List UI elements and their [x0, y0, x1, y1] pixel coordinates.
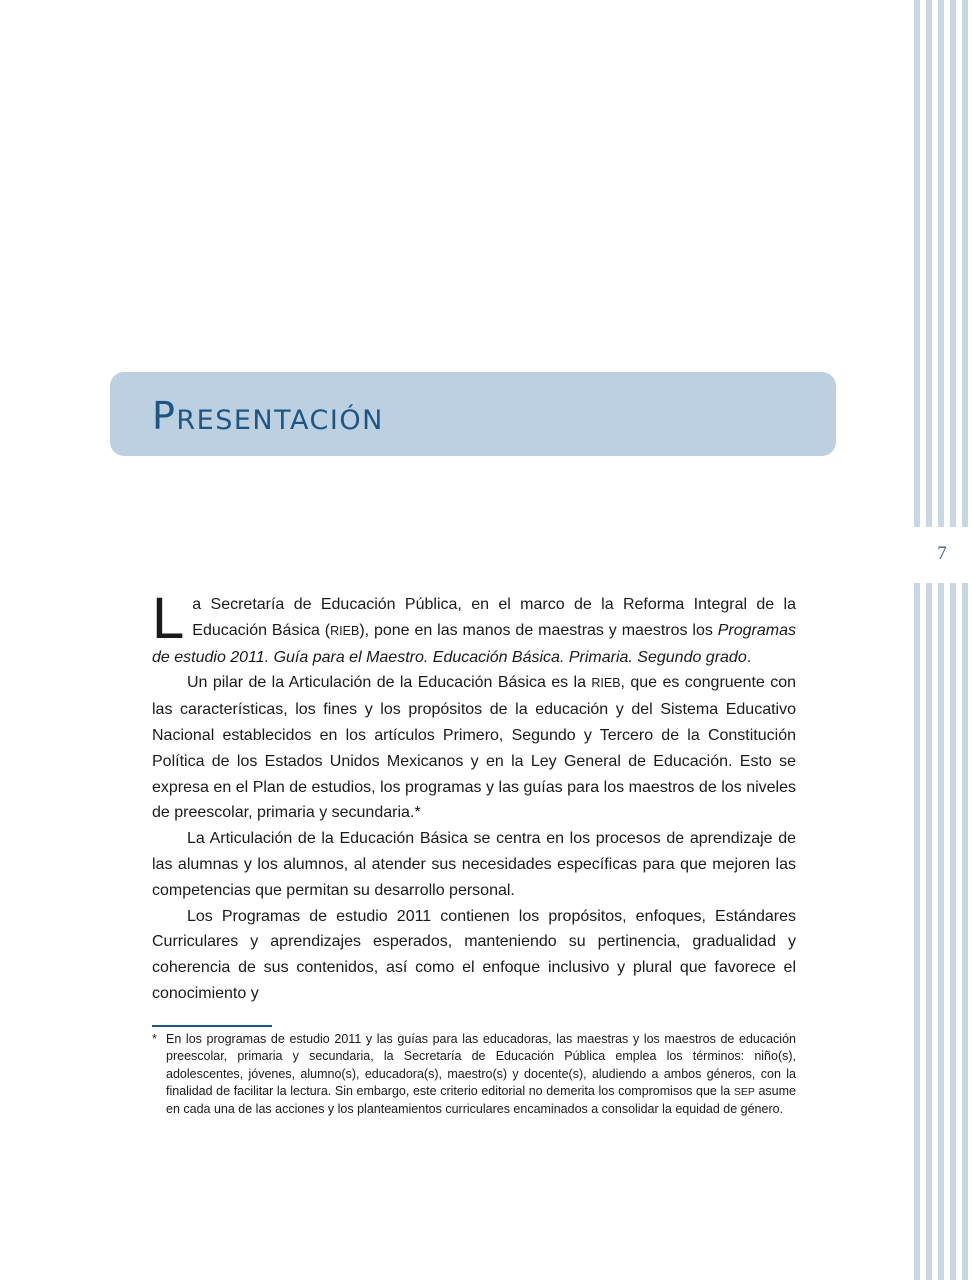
page-title: Presentación	[152, 394, 384, 438]
paragraph: La Secretaría de Educación Pública, en el marco de la Reforma Integral de la Educación Básica (RIEB), pone en las manos de maestras y maestros los Programas de estudio 2011. Guía para el Maestro. Educación Básica. Primaria. Segundo grado.	[152, 586, 796, 666]
paragraph: La Articulación de la Educación Básica se centra en los procesos de aprendizaje de las alumnas y los alumnos, al atender sus necesidades específicas para que mejoren las competencias que permitan su desarrollo personal.	[152, 830, 796, 899]
margin-stripes	[912, 0, 972, 1280]
page-number: 7	[937, 543, 947, 564]
margin-stripe	[950, 0, 956, 1280]
footnote-rule	[152, 1025, 272, 1027]
drop-cap: L	[152, 586, 185, 651]
footnote: * En los programas de estudio 2011 y las guías para las educadoras, las maestras y los maestros de educación preescolar, primaria y secundaria, la Secretaría de Educación Pública emplea los términos: niño(s), adolescentes, jóvenes, alumno(s), educadora(s), maestro(s) y docente(s), aludiendo a ambos géneros, con la finalidad de facilitar la lectura. Sin embargo, este criterio editorial no demerita los compromisos que la SEP asume en cada una de las acciones y los planteamientos curriculares encaminados a consolidar la equidad de género.	[152, 1032, 796, 1117]
abbreviation: RIEB	[330, 623, 360, 638]
paragraph: Un pilar de la Articulación de la Educación Básica es la RIEB, que es congruente con las características, los fines y los propósitos de la educación y del Sistema Educativo Nacional establecidos en los artículos Primero, Segundo y Tercero de la Constitución Política de los Estados Unidos Mexicanos y en la Ley General de Educación. Esto se expresa en el Plan de estudios, los programas y las guías para los maestros de los niveles de preescolar, primaria y secundaria.*	[152, 674, 796, 822]
footnote-mark: *	[152, 1032, 157, 1046]
book-title: Programas de estudio 2011. Guía para el Maestro. Educación Básica. Primaria. Segundo grado	[152, 621, 796, 666]
paragraph: Los Programas de estudio 2011 contienen los propósitos, enfoques, Estándares Curriculares y aprendizajes esperados, manteniendo su pertinencia, gradualidad y coherencia de sus contenidos, así como el enfoque inclusivo y plural que favorece el conocimiento y	[152, 907, 796, 1002]
margin-stripe	[926, 0, 932, 1280]
body-text	[152, 586, 796, 1007]
abbreviation: SEP	[733, 1085, 755, 1098]
abbreviation: RIEB	[591, 676, 621, 691]
margin-stripe	[962, 0, 968, 1280]
margin-stripe	[914, 0, 920, 1280]
margin-stripe	[938, 0, 944, 1280]
